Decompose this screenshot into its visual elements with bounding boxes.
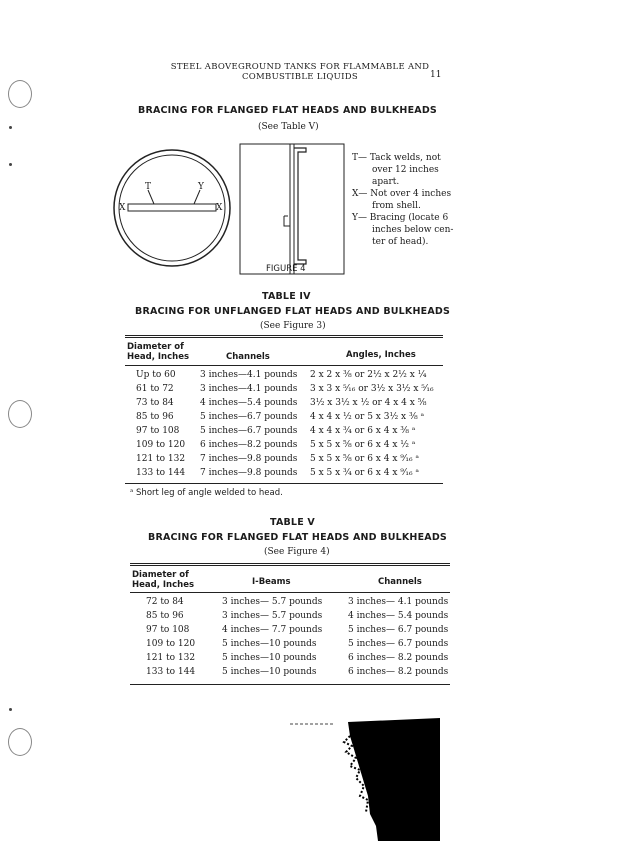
table5-header-diameter: [132, 570, 194, 590]
table4-cell-channels: 7 inches—9.8 pounds: [200, 454, 298, 464]
legend-line: X— Not over 4 inches: [352, 189, 452, 199]
figure-section-title: BRACING FOR FLANGED FLAT HEADS AND BULKHEADS: [138, 105, 437, 116]
head-inner-circle: [119, 155, 225, 261]
running-title-line2: COMBUSTIBLE LIQUIDS: [241, 72, 359, 82]
table4-cell-diameter: 109 to 120: [136, 440, 186, 450]
table4-cell-angles: 4 x 4 x ½ or 5 x 3½ x ⅜ ᵃ: [310, 412, 425, 422]
table4-header-diameter: [127, 342, 189, 362]
table4-cell-angles: 5 x 5 x ⅝ or 6 x 4 x ½ ᵃ: [310, 440, 416, 450]
flange-brace: [294, 148, 306, 264]
legend-line: ter of head).: [372, 237, 429, 247]
table4-cell-angles: 5 x 5 x ⅝ or 6 x 4 x ⁹⁄₁₆ ᵃ: [310, 454, 419, 464]
t-leader: [148, 190, 154, 204]
scan-artifact: [290, 716, 440, 841]
table4-cell-channels: 4 inches—5.4 pounds: [200, 398, 298, 408]
table5-cell-channels: 3 inches— 4.1 pounds: [348, 597, 449, 607]
table5-bottom-rule: [130, 684, 450, 685]
table5-cell-channels: 5 inches— 6.7 pounds: [348, 625, 449, 635]
table4-cell-diameter: 97 to 108: [136, 426, 180, 436]
margin-mark: [9, 163, 12, 166]
figure-4-drawing: [112, 138, 352, 278]
table5-cell-channels: 6 inches— 8.2 pounds: [348, 667, 449, 677]
table4-cell-diameter: 73 to 84: [136, 398, 174, 408]
table4-title: BRACING FOR UNFLANGED FLAT HEADS AND BULKHEADS: [135, 306, 451, 317]
figure-legend: [352, 152, 453, 248]
table5-cell-ibeams: 5 inches—10 pounds: [222, 653, 317, 663]
margin-mark: [9, 126, 12, 129]
table5-header-rule: [130, 592, 450, 593]
label-x-left: X: [119, 203, 126, 213]
table4-header-rule: [125, 365, 443, 366]
table5-cell-diameter: 72 to 84: [146, 597, 184, 607]
table5-cell-ibeams: 3 inches— 5.7 pounds: [222, 611, 323, 621]
table5-cell-diameter: 109 to 120: [146, 639, 196, 649]
table5-cell-channels: 6 inches— 8.2 pounds: [348, 653, 449, 663]
binder-hole-middle: [8, 400, 32, 428]
table4-cell-channels: 6 inches—8.2 pounds: [200, 440, 298, 450]
table5-label: TABLE V: [270, 517, 315, 528]
legend-line: Y— Bracing (locate 6: [352, 213, 449, 223]
table4-cell-angles: 4 x 4 x ¾ or 6 x 4 x ⅜ ᵃ: [310, 426, 416, 436]
page-number: 11: [430, 70, 442, 80]
table5-cell-channels: 4 inches— 5.4 pounds: [348, 611, 449, 621]
table4-cell-diameter: 121 to 132: [136, 454, 186, 464]
legend-line: over 12 inches: [372, 165, 439, 175]
table5-top-rule: [130, 563, 450, 564]
table5-cell-ibeams: 5 inches—10 pounds: [222, 639, 317, 649]
brace-clip: [284, 216, 290, 226]
table4-cell-diameter: 133 to 144: [136, 468, 186, 478]
header-line: Head, Inches: [132, 580, 195, 590]
table5-cell-diameter: 97 to 108: [146, 625, 190, 635]
shell-side-view: [240, 144, 344, 274]
figure-caption: FIGURE 4: [266, 264, 306, 274]
label-t: T: [145, 182, 152, 192]
table4-footnote: ᵃ Short leg of angle welded to head.: [130, 488, 283, 498]
table4-cell-channels: 3 inches—4.1 pounds: [200, 384, 298, 394]
table5-header-ibeams: I-Beams: [252, 577, 291, 587]
figure-section-see: (See Table V): [258, 122, 319, 132]
table4-bottom-rule: [125, 483, 443, 484]
table5-cell-channels: 5 inches— 6.7 pounds: [348, 639, 449, 649]
table4-top-rule-2: [125, 337, 443, 338]
table5-cell-ibeams: 4 inches— 7.7 pounds: [222, 625, 323, 635]
binder-hole-bottom: [8, 728, 32, 756]
table4-header-angles: Angles, Inches: [346, 350, 416, 360]
legend-line: T— Tack welds, not: [352, 153, 441, 163]
head-outer-circle: [114, 150, 230, 266]
table4-cell-diameter: 61 to 72: [136, 384, 174, 394]
table4-cell-angles: 5 x 5 x ¾ or 6 x 4 x ⁹⁄₁₆ ᵃ: [310, 468, 419, 478]
table5-header-channels: Channels: [378, 577, 422, 587]
label-x-right: X: [216, 203, 223, 213]
table5-cell-diameter: 85 to 96: [146, 611, 184, 621]
legend-line: from shell.: [372, 201, 421, 211]
label-y: Y: [198, 182, 204, 192]
table4-cell-angles: 2 x 2 x ⅜ or 2½ x 2½ x ¼: [310, 370, 427, 380]
table4-cell-angles: 3 x 3 x ⁵⁄₁₆ or 3½ x 3½ x ⁵⁄₁₆: [310, 384, 434, 394]
table5-cell-diameter: 133 to 144: [146, 667, 196, 677]
table5-cell-diameter: 121 to 132: [146, 653, 196, 663]
header-line: Diameter of: [127, 342, 184, 352]
table4-see: (See Figure 3): [260, 321, 326, 331]
table5-cell-ibeams: 5 inches—10 pounds: [222, 667, 317, 677]
header-line: Diameter of: [132, 570, 189, 580]
y-leader: [194, 190, 200, 204]
table4-cell-angles: 3½ x 3½ x ½ or 4 x 4 x ⅝: [310, 398, 427, 408]
header-line: Head, Inches: [127, 352, 190, 362]
legend-line: inches below cen-: [372, 225, 454, 235]
table4-header-channels: Channels: [226, 352, 270, 362]
legend-line: apart.: [372, 177, 400, 187]
table4-label: TABLE IV: [262, 291, 311, 302]
table4-cell-channels: 5 inches—6.7 pounds: [200, 426, 298, 436]
table5-see: (See Figure 4): [264, 547, 330, 557]
table5-title: BRACING FOR FLANGED FLAT HEADS AND BULKHEADS: [148, 532, 447, 543]
table4-cell-channels: 3 inches—4.1 pounds: [200, 370, 298, 380]
table4-cell-diameter: Up to 60: [136, 370, 176, 380]
binder-hole-top: [8, 80, 32, 108]
brace-bar: [128, 204, 216, 211]
running-header: [120, 62, 480, 82]
table5-cell-ibeams: 3 inches— 5.7 pounds: [222, 597, 323, 607]
table5-top-rule-2: [130, 565, 450, 566]
table4-cell-diameter: 85 to 96: [136, 412, 174, 422]
margin-mark: [9, 708, 12, 711]
running-title-line1: STEEL ABOVEGROUND TANKS FOR FLAMMABLE AND: [170, 62, 430, 72]
table4-cell-channels: 7 inches—9.8 pounds: [200, 468, 298, 478]
table4-cell-channels: 5 inches—6.7 pounds: [200, 412, 298, 422]
table4-top-rule: [125, 335, 443, 336]
